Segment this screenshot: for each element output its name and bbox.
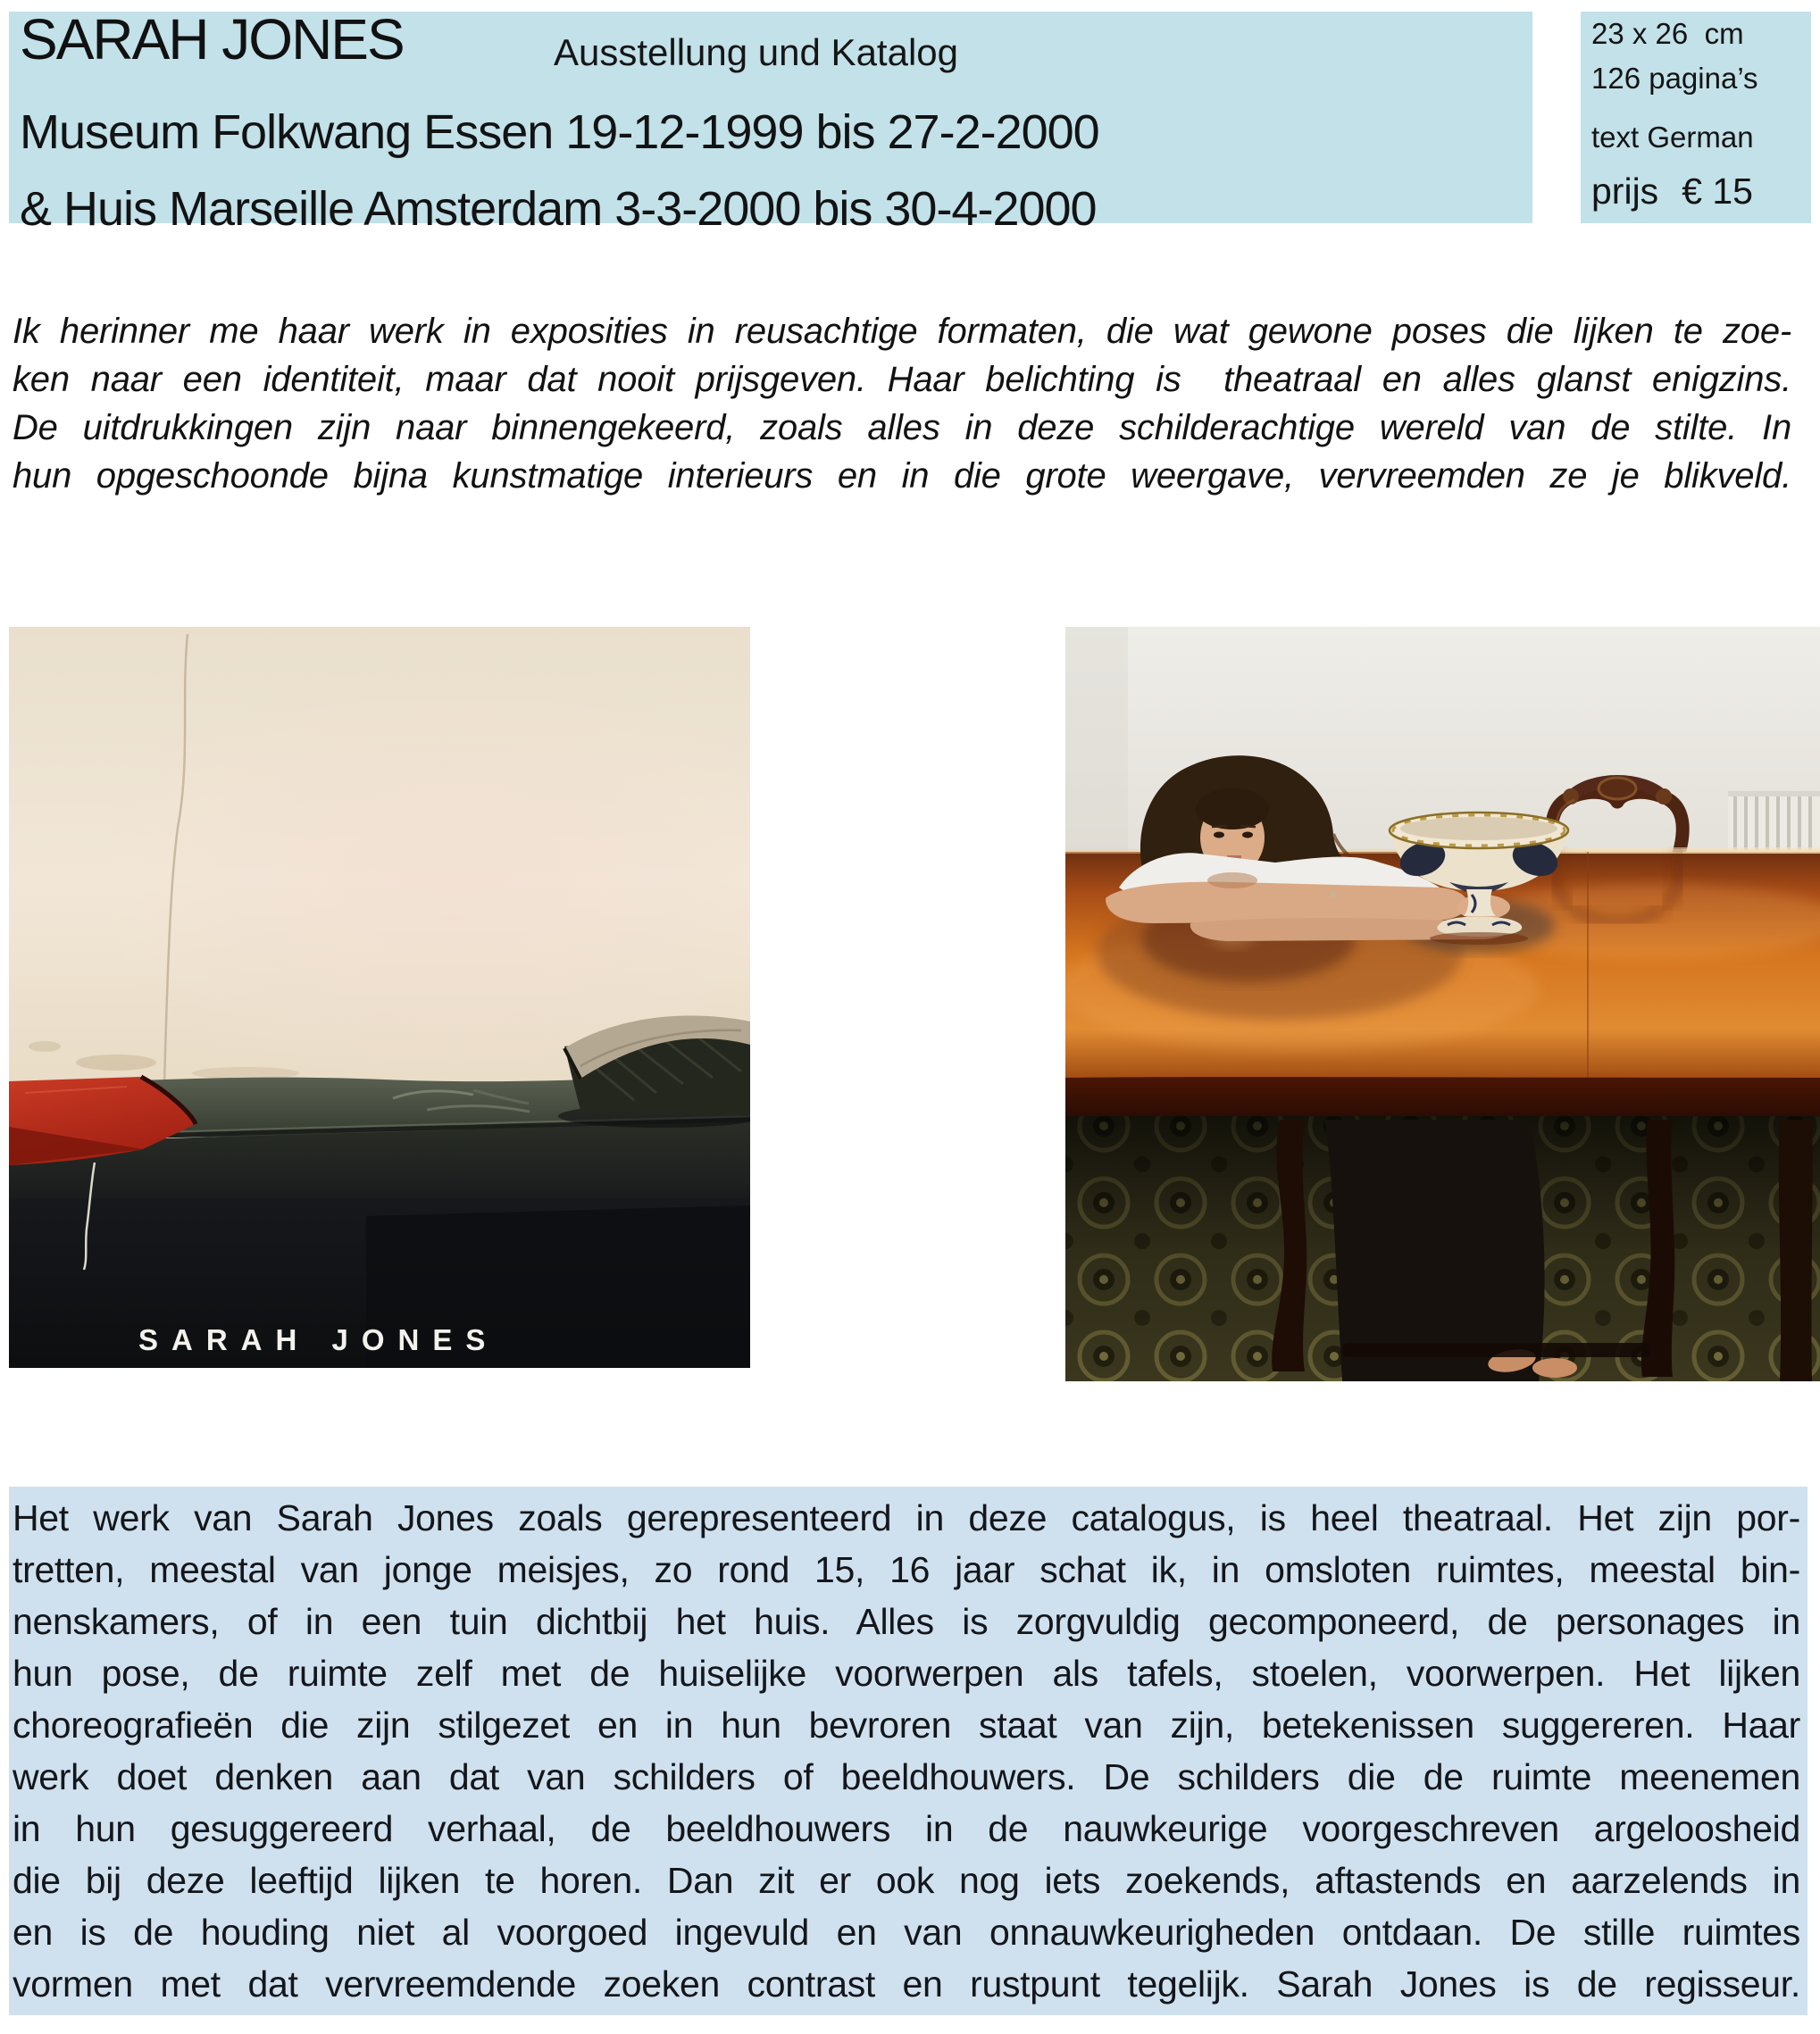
review-paragraph (13, 1492, 1800, 2010)
text-line: tretten, meestal van jonge meisjes, zo rond 15, 16 jaar schat ik, in omsloten ruimtes, meestal bin- (13, 1549, 1800, 1590)
girl-at-table-photo (1065, 627, 1820, 1381)
price-value: € 15 (1682, 171, 1753, 212)
price-label: prijs (1591, 171, 1659, 212)
spec-price (1591, 171, 1753, 213)
spec-language: text German (1591, 121, 1754, 154)
table-photo-art (1065, 627, 1820, 1381)
bare-foot (1532, 1358, 1577, 1378)
text-line: Het werk van Sarah Jones zoals gerepresenteerd in deze catalogus, is heel theatraal. Het zijn por- (13, 1497, 1800, 1538)
text-line: en is de houding niet al voorgoed ingevuld en van onnauwkeurigheden ontdaan. De stille ruimtes (13, 1912, 1800, 1953)
text-line: nenskamers, of in een tuin dichtbij het huis. Alles is zorgvuldig gecomponeerd, de personages in (13, 1601, 1800, 1642)
text-line: hun opgeschoonde bijna kunstmatige interieurs en in die grote weergave, vervreemden ze je blikveld. (13, 456, 1791, 496)
text-line: vormen met dat vervreemdende zoeken contrast en rustpunt tegelijk. Sarah Jones is de regisseur. (13, 1963, 1800, 2005)
venue-line-1: Museum Folkwang Essen 19-12-1999 bis 27-2-2000 (20, 105, 1099, 159)
text-line: De uitdrukkingen zijn naar binnengekeerd, zoals alles in deze schilderachtige wereld van de stilte. In (13, 408, 1791, 447)
page-subtitle: Ausstellung und Katalog (554, 31, 958, 73)
intro-paragraph (13, 307, 1791, 500)
venue-line-2: & Huis Marseille Amsterdam 3-3-2000 bis 30-4-2000 (20, 182, 1097, 236)
girl-lower-body (1324, 1120, 1545, 1381)
text-line: hun pose, de ruimte zelf met de huiselijke voorwerpen als tafels, stoelen, voorwerpen. Het lijken (13, 1653, 1800, 1694)
text-line: ken naar een identiteit, maar dat nooit prijsgeven. Haar belichting is theatraal en alles glanst enigzins. (13, 360, 1791, 399)
table-stretcher (1342, 1343, 1650, 1357)
spec-box (1581, 12, 1811, 223)
spec-pages: 126 pagina’s (1591, 62, 1758, 95)
text-line: in hun gesuggereerd verhaal, de beeldhouwers in de nauwkeurige voorgeschreven argeloosheid (13, 1808, 1800, 1849)
text-line: werk doet denken aan dat van schilders of beeldhouwers. De schilders die de ruimte meenemen (13, 1756, 1800, 1797)
text-line: die bij deze leeftijd lijken te horen. Dan zit er ook nog iets zoekends, aftastends en aarzelends in (13, 1860, 1800, 1901)
cover-photo-art (9, 627, 750, 1368)
text-line: Ik herinner me haar werk in exposities in reusachtige formaten, die wat gewone poses die lijken te zoe- (13, 312, 1791, 351)
text-line: choreografieën die zijn stilgezet en in hun bevroren staat van zijn, betekenissen suggereren. Haar (13, 1705, 1800, 1746)
cover-title-text: SARAH JONES (138, 1323, 499, 1356)
table-front-and-floor (1065, 1077, 1820, 1381)
table-leg (1779, 1120, 1813, 1381)
page-title: SARAH JONES (20, 7, 404, 71)
radiator (1728, 791, 1820, 852)
header-band (9, 7, 1532, 236)
review-block (9, 1487, 1807, 2015)
spec-size: 23 x 26 cm (1591, 17, 1744, 50)
book-cover-photo (9, 627, 750, 1368)
